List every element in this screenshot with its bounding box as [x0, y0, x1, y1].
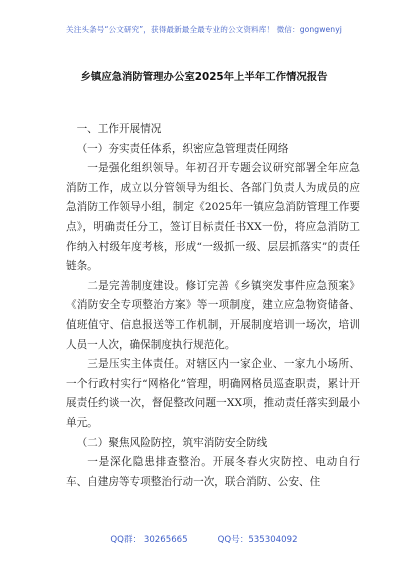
header-banner: 关注头条号“公文研究”，获得最新最全最专业的公文资料库！ 微信：gongwenyj	[66, 25, 342, 34]
subsection-heading: （二）聚焦风险防控，筑牢消防安全防线	[76, 436, 268, 449]
document-title: 乡镇应急消防管理办公室2025年上半年工作情况报告	[80, 71, 328, 83]
body-paragraph: 三是压实主体责任。对辖区内一家企业、一家九小场所、一个行政村实行“网格化”管理，明确网格员巡查职责，累计开展责任约谈一次，督促整改问题一XX项，推动责任落实到最小单元。	[66, 358, 360, 429]
body-paragraph: 一是强化组织领导。年初召开专题会议研究部署全年应急消防工作，成立以分管领导为组长、各部门负责人为成员的应急消防工作领导小组，制定《2025年一镇应急消防管理工作要点》，明确责任分工，签订目标责任书XX一份，将应急消防工作纳入村级年度考核，形成“一级抓一级、层层抓落实”的责任链条。	[66, 162, 360, 273]
document-body	[66, 120, 360, 492]
footer-qq-group: QQ群： 30265665	[110, 535, 188, 545]
footer-qq-number: QQ号：535304092	[217, 535, 298, 545]
footer-contact	[0, 533, 408, 545]
body-paragraph: 二是完善制度建设。修订完善《乡镇突发事件应急预案》《消防安全专项整治方案》等一项制度，建立应急物资储备、值班值守、信息报送等工作机制，开展制度培训一场次，培训人员一人次，确保制度执行规范化。	[66, 279, 360, 351]
subsection-heading: （一）夯实责任体系，织密应急管理责任网络	[76, 142, 289, 155]
section-heading: 一、工作开展情况	[76, 123, 162, 135]
body-paragraph: 一是深化隐患排查整治。开展冬春火灾防控、电动自行车、自建房等专项整治行动一次，联合消防、公安、住	[66, 456, 360, 488]
